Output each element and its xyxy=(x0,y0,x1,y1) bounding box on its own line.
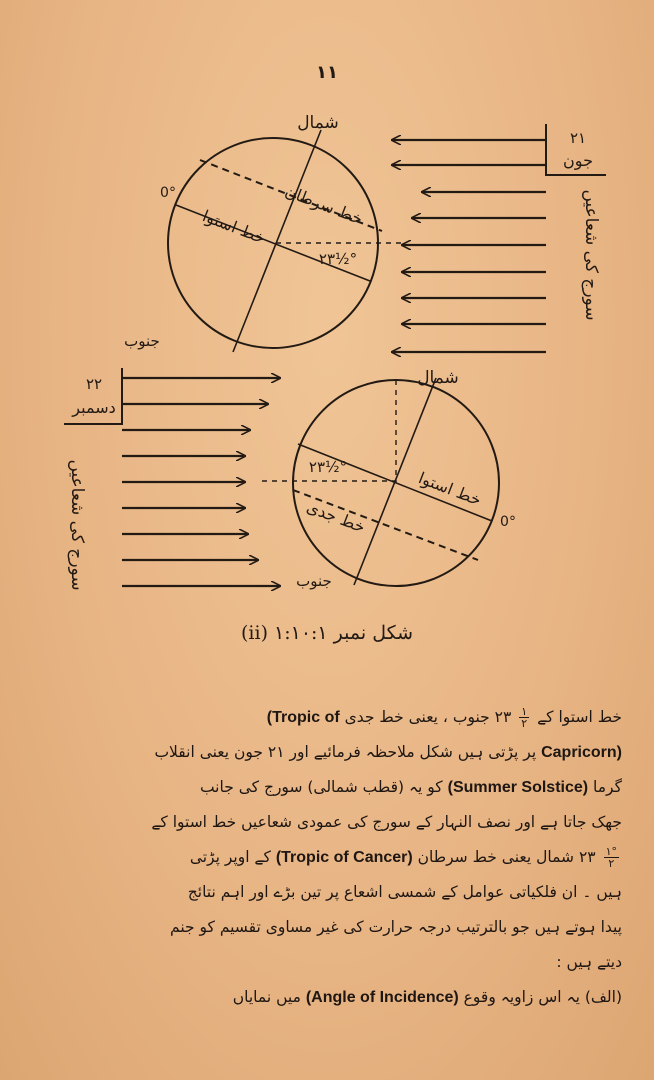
tropic-label-june: خط سرطان xyxy=(282,181,366,229)
equator-label-june: خط استوا xyxy=(199,206,268,248)
december-diagram xyxy=(64,368,516,591)
equator-label-december: خط استوا xyxy=(415,468,484,510)
page-number: ۱۱ xyxy=(316,62,338,83)
l1-b: ۲۳ جنوب ، یعنی خط جدی xyxy=(344,708,512,726)
line-4: جھک جاتا ہے اور نصف النہار کے سورج کی عمودی شعاعیں خط استوا کے xyxy=(151,813,622,831)
line-9 xyxy=(36,980,622,1015)
date-month-december: دسمبر xyxy=(72,398,116,417)
line-2 xyxy=(36,735,622,770)
term-angle-of-incidence: (Angle of Incidence) xyxy=(305,989,459,1006)
term-summer-solstice: (Summer Solstice) xyxy=(447,779,589,796)
fraction-half: $\frac{۱}{۲}$ xyxy=(521,705,528,730)
figure-caption: شکل نمبر ۱:۱۰:۱ (ii) xyxy=(240,622,414,644)
north-label-december: شمال xyxy=(417,368,459,388)
body-text xyxy=(36,700,622,1015)
south-label-june: جنوب xyxy=(124,332,160,350)
fraction-degree: $\frac{۱^\circ}{۲}$ xyxy=(605,845,617,870)
date-day-june: ۲۱ xyxy=(569,129,587,147)
l5-a: ۲۳ شمال یعنی خط سرطان xyxy=(417,848,596,866)
pole-angle-december: 0° xyxy=(500,514,516,530)
rays-label-december: سورج کی شعاعیں xyxy=(67,459,87,591)
angle-label-december: ۲۳½° xyxy=(308,458,348,476)
term-tropic-of: (Tropic of xyxy=(266,709,340,726)
line-1 xyxy=(36,700,622,735)
line-5 xyxy=(36,840,622,875)
north-label-june: شمال xyxy=(297,113,339,133)
l3-a: گرما xyxy=(593,778,622,796)
l9-a: (الف) یہ اس زاویہ وقوع xyxy=(463,988,622,1006)
angle-label-june: ۲۳½° xyxy=(318,250,358,268)
pole-angle-june: 0° xyxy=(160,185,176,201)
rays-label-june: سورج کی شعاعیں xyxy=(581,189,601,321)
sun-rays-december xyxy=(122,378,280,586)
line-3 xyxy=(36,770,622,805)
sun-rays-june xyxy=(392,140,546,352)
l3-b: کو یہ (قطب شمالی) سورج کی جانب xyxy=(199,778,443,796)
south-label-december: جنوب xyxy=(296,572,332,590)
line-6: ہیں ۔ ان فلکیاتی عوامل کے شمسی اشعاع پر تین بڑے اور اہم نتائج xyxy=(187,883,622,901)
l2-b: پر پڑتی ہیں شکل ملاحظہ فرمائیے اور ۲۱ جون یعنی انقلاب xyxy=(154,743,537,761)
line-8: دیتے ہیں : xyxy=(556,953,622,971)
tropic-label-december: خط جدی xyxy=(304,497,368,537)
l9-b: میں نمایاں xyxy=(232,988,301,1006)
date-month-june: جون xyxy=(563,151,593,170)
l1-a: خط استوا کے xyxy=(537,708,622,726)
term-tropic-of-cancer: (Tropic of Cancer) xyxy=(275,849,413,866)
term-capricorn: Capricorn) xyxy=(541,744,622,761)
date-day-december: ۲۲ xyxy=(85,375,103,393)
l5-b: کے اوپر پڑتی xyxy=(189,848,271,866)
line-7: پیدا ہوتے ہیں جو بالترتیب درجہ حرارت کی غیر مساوی تقسیم کو جنم xyxy=(170,918,622,936)
june-diagram xyxy=(124,113,606,352)
